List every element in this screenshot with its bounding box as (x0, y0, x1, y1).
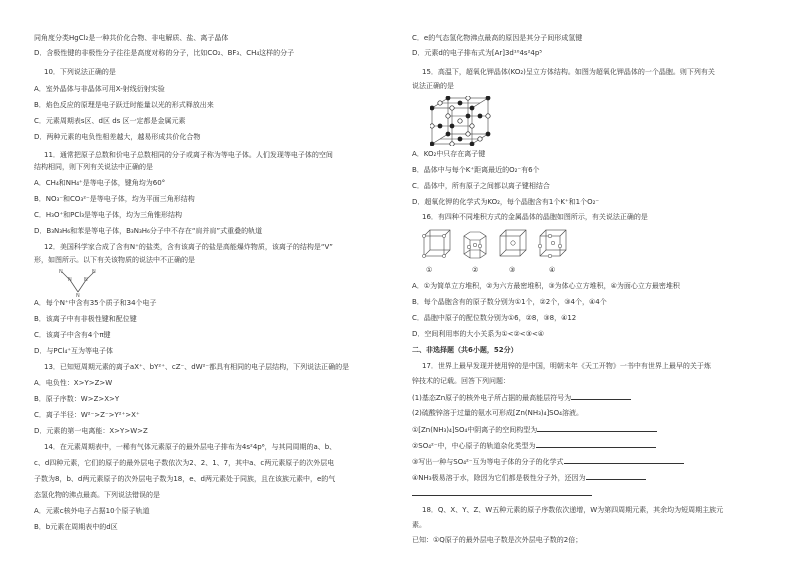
option-line: D．两种元素的电负性相差越大，越易形成共价化合物 (34, 133, 201, 141)
option-line: A．CH₄和NH₄⁺是等电子体，键角均为60° (34, 179, 166, 187)
option-line: B．b元素在周期表中的d区 (34, 523, 118, 531)
cell-label-2: ② (472, 266, 479, 274)
question-17: 17．世界上最早发现并使用锌的是中国，明朝末年《天工开物》一书中有世界上最早的关于炼 (422, 362, 711, 370)
option-line: A．元素c核外电子占据10个原子轨道 (34, 507, 150, 515)
answer-blank[interactable] (412, 489, 592, 496)
sub-question-text: ①[Zn(NH₃)₄]SO₄中阴离子的空间构型为 (412, 426, 538, 434)
answer-blank[interactable] (537, 425, 657, 432)
metal-unit-cells-figure (422, 226, 572, 266)
sub-question-text: ④NH₃极易溶于水，除因为它们都是极性分子外，还因为 (412, 474, 586, 482)
n5-ion-structure-figure (58, 268, 98, 298)
sub-question (412, 441, 656, 451)
question-11: 11．通常把原子总数和价电子总数相同的分子或离子称为等电子体。人们发现等电子体的空间 (44, 151, 333, 159)
text-line: 态氢化物的沸点最高。下列说法错误的是 (34, 491, 160, 499)
option-line: A．电负性：X>Y>Z>W (34, 379, 113, 387)
svg-text:N: N (76, 293, 80, 298)
cell-label-3: ③ (509, 266, 516, 274)
svg-text:N: N (68, 277, 72, 283)
text-line: 结构相同，则下列有关说法中正确的是 (34, 163, 153, 171)
question-18: 18．Q、X、Y、Z、W五种元素的原子序数依次递增，W为第四周期元素，其余均为短周期主族元 (422, 506, 724, 514)
option-line: C．离子半径：W²⁻>Z⁻>Y²⁺>X⁺ (34, 411, 140, 419)
sub-question (412, 473, 646, 483)
text-line: D．含极性键的非极性分子往往是高度对称的分子，比如CO₂、BF₃、CH₄这样的分子 (34, 49, 295, 57)
option-line: C．H₃O⁺和PCl₃是等电子体，均为三角锥形结构 (34, 211, 183, 219)
cell-label-4: ④ (549, 266, 556, 274)
sub-question (412, 393, 631, 403)
question-10: 10．下列说法正确的是 (44, 68, 116, 76)
option-line: C．该离子中含有4个π键 (34, 331, 111, 339)
sub-question (412, 457, 684, 467)
option-line: A．KO₂中只存在离子键 (412, 150, 486, 158)
option-line: B．该离子中有非极性键和配位键 (34, 315, 137, 323)
option-line: C．晶体中，所有原子之间都以离子键相结合 (412, 182, 550, 190)
option-line: D．空间利用率的大小关系为①<②<③<④ (412, 330, 545, 338)
option-line: B．晶体中与每个K⁺距离最近的O₂⁻有6个 (412, 166, 540, 174)
option-line: A．每个N⁺中含有35个质子和34个电子 (34, 299, 157, 307)
option-line: D．元素d的电子排布式为[Ar]3d¹⁰4s²4p⁵ (412, 49, 543, 57)
option-line: C．元素周期表s区、d区 ds 区一定都是金属元素 (34, 117, 186, 125)
answer-blank[interactable] (586, 473, 646, 480)
sub-question-text: (1)基态Zn原子的核外电子所占据的最高能层符号为 (412, 394, 572, 402)
section-heading: 二、非选择题（共6小题，52分） (412, 346, 518, 354)
answer-line (412, 489, 592, 499)
sub-question (412, 425, 657, 435)
sub-question-text: ②SO₄²⁻中，中心原子的轨道杂化类型为 (412, 442, 536, 450)
option-line: B．每个晶胞含有的原子数分别为①1个，②2个，③4个，④4个 (412, 298, 607, 306)
option-line: C．e的气态氢化物沸点最高的原因是其分子间形成氢键 (412, 34, 583, 42)
text-line: 同角度分类HgCl₂是一种共价化合物、非电解质、盐、离子晶体 (34, 34, 229, 42)
text-line: 素。 (412, 521, 426, 529)
option-line: B．原子序数：W>Z>X>Y (34, 395, 120, 403)
option-line: A．①为简单立方堆积，②为六方最密堆积，③为体心立方堆积，④为面心立方最密堆积 (412, 282, 680, 290)
option-line: D．B₃N₃H₆和苯是等电子体，B₃N₃H₆分子中不存在“肩并肩”式重叠的轨道 (34, 227, 263, 235)
ko2-unit-cell-figure (430, 96, 492, 146)
option-line: D．超氧化钾的化学式为KO₂，每个晶胞含有1个K⁺和1个O₂⁻ (412, 198, 600, 206)
question-13: 13．已知短周期元素的离子aX⁺、bY²⁺、cZ⁻、dW²⁻都具有相同的电子层结构，下列说法正确的是 (44, 363, 350, 371)
answer-blank[interactable] (564, 457, 684, 464)
option-line: A．室外晶体与非晶体可用X-射线衍射实验 (34, 85, 165, 93)
svg-text:N: N (59, 269, 63, 275)
option-line: D．元素的第一电离能：X>Y>W>Z (34, 427, 148, 435)
option-line: B．焰色反应的原理是电子跃迁时能量以光的形式释放出来 (34, 101, 214, 109)
text-line: 子数为8，b、d两元素原子的次外层电子数为18，e、d两元素处于同族，且在该族元素中，e的气 (34, 475, 336, 483)
question-12: 12．美国科学家合成了含有N⁺的盐类，含有该离子的盐是高能爆炸物质，该离子的结构是“V” (44, 243, 333, 251)
question-14: 14．在元素周期表中，一稀有气体元素原子的最外层电子排布为4s²4p⁶，与其同周期的a、b、 (44, 443, 337, 451)
option-line: D．与PCl₄⁺互为等电子体 (34, 347, 113, 355)
text-line: c、d四种元素，它们的原子的最外层电子数依次为2、2、1、7，其中a、c两元素原子的次外层电 (34, 459, 335, 467)
question-15: 15．高温下，超氧化钾晶体(KO₂)呈立方体结构。如图为超氧化钾晶体的一个晶胞。则下列有关 (422, 68, 715, 76)
svg-text:N: N (84, 277, 88, 283)
cell-label-1: ① (426, 266, 433, 274)
sub-question-text: ③写出一种与SO₄²⁻互为等电子体的分子的化学式 (412, 458, 564, 466)
text-line: 形，如图所示。以下有关该物质的说法中不正确的是 (34, 256, 195, 264)
svg-text:N: N (92, 269, 96, 275)
answer-blank[interactable] (536, 441, 656, 448)
question-16: 16．有四种不同堆积方式的金属晶体的晶胞如图所示，有关说法正确的是 (422, 213, 648, 221)
text-line: 说法正确的是 (412, 82, 454, 90)
text-line: 锌技术的记载。回答下列问题： (412, 377, 510, 385)
option-line: C．晶胞中原子的配位数分别为①6，②8，③8，④12 (412, 314, 577, 322)
answer-blank[interactable] (571, 393, 631, 400)
option-line: B．NO₃⁻和CO₃²⁻是等电子体，均为平面三角形结构 (34, 195, 195, 203)
text-line: 已知：①Q原子的最外层电子数是次外层电子数的2倍； (412, 536, 583, 544)
sub-question: (2)硫酸锌溶于过量的氨水可形成[Zn(NH₃)₄]SO₄溶液。 (412, 409, 583, 417)
